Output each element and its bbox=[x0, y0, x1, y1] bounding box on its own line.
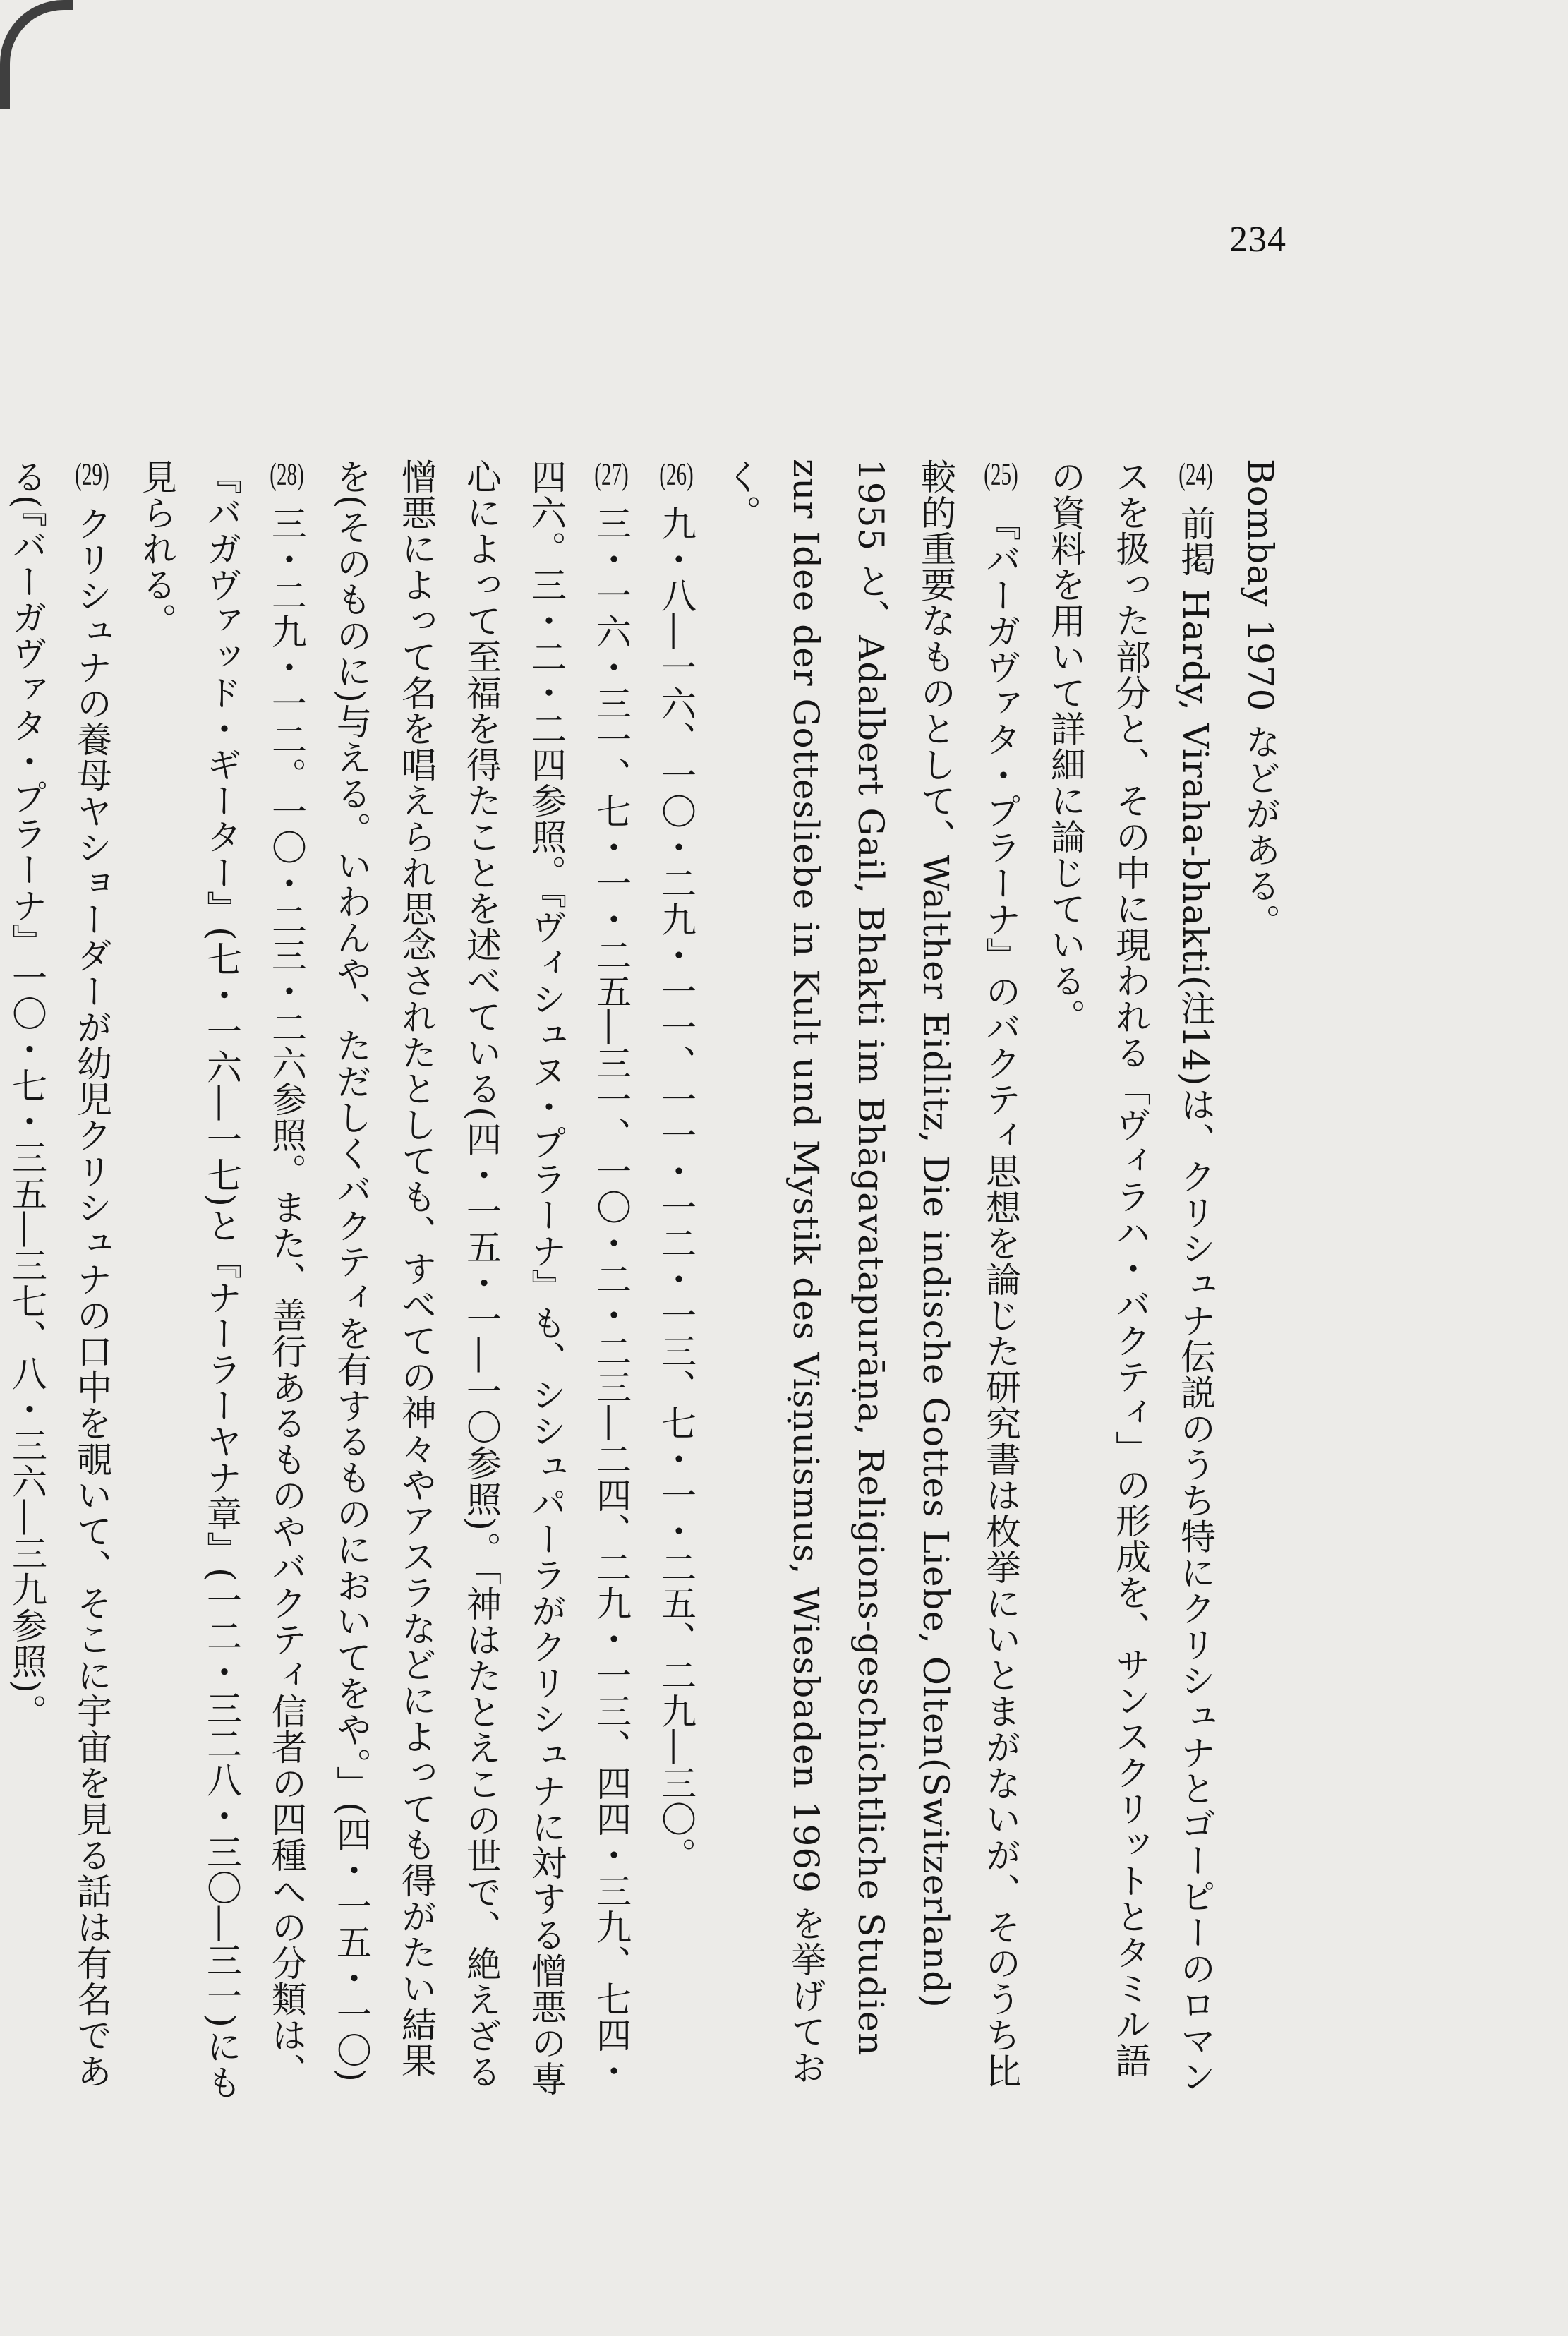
note-continuation: Bombay 1970 などがある。 bbox=[1240, 459, 1281, 940]
note-26 bbox=[644, 459, 708, 2110]
note-28 bbox=[124, 459, 319, 2110]
note-number: (24) bbox=[1178, 459, 1213, 490]
note-29 bbox=[0, 459, 124, 2110]
page-number: 234 bbox=[1229, 219, 1286, 260]
note-number: (25) bbox=[984, 459, 1018, 490]
note-number: (26) bbox=[659, 459, 694, 490]
note-text: 三・二九・一二。一〇・二三・二六参照。また、善行あるものやバクティ信者の四種への分類は、『バガヴァッド・ギーター』(七・一六―一七)と『ナーラーヤナ章』(一二・三二八・三〇―三一)にも見られる。 bbox=[136, 459, 307, 2101]
note-text: 『バーガヴァタ・プラーナ』のバクティ思想を論じた研究書は枚挙にいとまがないが、そのうち比較的重要なものとして、Walther Eidlitz, Die indische Gottes Liebe, Olten(Switzerland) 1955 と、Adalbert Gail, Bhakti im Bhāgavatapurāṇa, Religions-geschichtliche Studien zur Idee der Gottesliebe in Kult und Mystik des Viṣṇuismus, Wiesbaden 1969 を挙げておく。 bbox=[720, 459, 1021, 2089]
page-corner-shadow bbox=[0, 0, 73, 109]
note-number: (27) bbox=[594, 459, 629, 490]
notes-text-block bbox=[0, 459, 1293, 2110]
note-number: (28) bbox=[270, 459, 304, 490]
note-25 bbox=[708, 459, 1033, 2110]
note-text: 九・八―一六、一〇・二九・一一、一一・一二・一三、七・一・二五、二九―三〇。 bbox=[656, 505, 696, 1873]
note-text: 三・一六・三一、七・一・二五―三一、一〇・二・二三―二四、二九・一三、四四・三九、七四・四六。三・二・二四参照。『ヴィシュヌ・プラーナ』も、シシュパーラがクリシュナに対する憎悪の専心によって至福を得たことを述べている(四・一五・一―一〇参照)。「神はたとえこの世で、絶えざる憎悪によって名を唱えられ思念されたとしても、すべての神々やアスラなどによっても得がたい結果を(そのものに)与える。いわんや、ただしくバクティを有するものにおいてをや。」(四・一五・一〇) bbox=[331, 459, 632, 2097]
note-text: 前掲 Hardy, Viraha-bhakti(注14)は、クリシュナ伝説のうち特にクリシュナとゴーピーのロマンスを扱った部分と、その中に現われる「ヴィラハ・バクティ」の形成を、サンスクリットとタミル語の資料を用いて詳細に論じている。 bbox=[1045, 459, 1216, 2095]
note-27 bbox=[319, 459, 644, 2110]
note-number: (29) bbox=[75, 459, 109, 490]
note-text: クリシュナの養母ヤショーダーが幼児クリシュナの口中を覗いて、そこに宇宙を見る話は有名である(『バーガヴァタ・プラーナ』一〇・七・三五―三七、八・三六―三九参照)。 bbox=[6, 459, 112, 2089]
note-24 bbox=[1033, 459, 1228, 2110]
